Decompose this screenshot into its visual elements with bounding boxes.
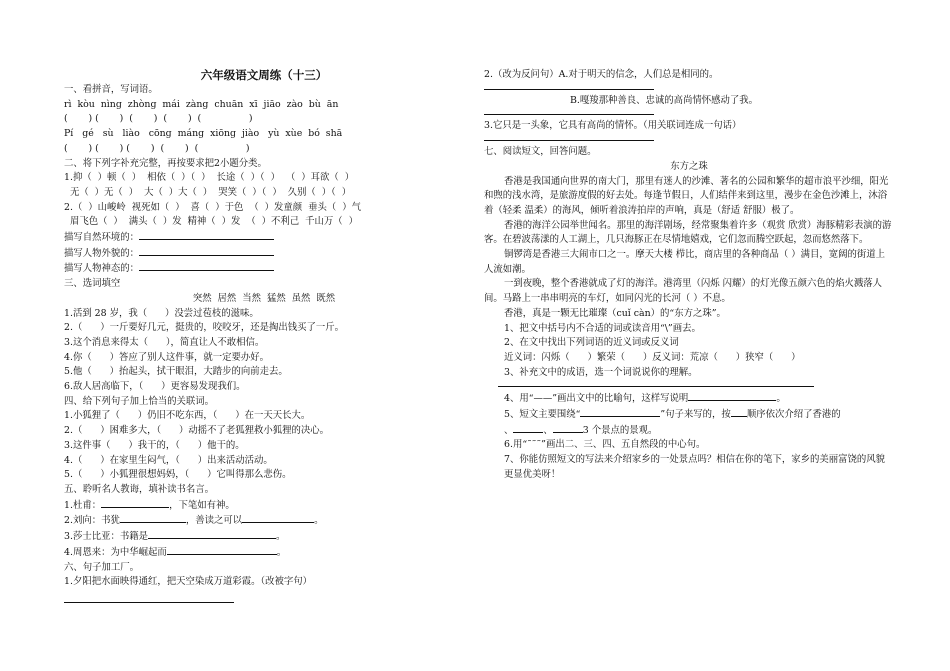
reading-question-4 [484, 391, 894, 407]
word-choice-question[interactable]: 2.（ ）一斤要好几元，挺贵的，咬咬牙，还是掏出钱买了一斤。 [64, 322, 344, 334]
answer-line[interactable] [484, 114, 654, 115]
section-5-heading: 五、聆听名人教诲，填补读书名言。 [64, 483, 215, 495]
synonym-antonym-blanks[interactable]: 近义词：闪烁（ ）繁荣（ ）反义词：荒凉（ ）狭窄（ ） [504, 351, 801, 363]
question-text: 顺序依次介绍了香港的 [746, 409, 841, 421]
classify-appearance [64, 246, 464, 262]
answer-blanks-row-2[interactable]: ( ) ( ) ( ) ( ) ( ) [64, 142, 250, 154]
question-text: 。 [776, 393, 786, 405]
section-2-heading: 二、将下列字补充完整，再按要求把2小题分类。 [64, 157, 267, 169]
answer-line[interactable] [731, 407, 747, 417]
quote-suffix: 。 [276, 546, 287, 558]
answer-blanks-row-1[interactable]: ( ) ( ) ( ) ( ) ( ) [64, 113, 253, 125]
section-1-heading: 一、看拼音，写词语。 [64, 84, 158, 95]
answer-line[interactable] [242, 513, 314, 523]
story-paragraph-1: 香港是我国通向世界的南大门，那里有迷人的沙滩、著名的公园和繁华的超市浪平沙细，阳光和煦的浅水湾，是旅游度假的好去处。每逢节假日，人们结伴来到这里，漫步在金色沙滩上，沐浴着（轻柔 温柔）的海风，倾听着浪涛拍岸的声响，真是（舒适 舒服）极了。 [484, 175, 889, 216]
reading-question-6: 6.用“˜˜˜”画出二、三、四、五自然段的中心句。 [504, 439, 706, 451]
fill-words-row-4[interactable]: 眉飞色（ ） 满头（ ）发 精神（ ）发 （ ）不利己 千山万（ ） [64, 216, 358, 228]
quote-suffix: ，下笔如有神。 [169, 499, 235, 511]
story-title: 东方之珠 [670, 160, 708, 172]
answer-line[interactable] [139, 230, 274, 240]
word-bank: 突然 居然 当然 猛然 虽然 既然 [192, 292, 336, 304]
answer-line[interactable] [688, 391, 776, 401]
answer-line[interactable] [120, 513, 186, 523]
classify-expression-label: 描写人物神态的： [64, 263, 140, 275]
question-text: ”句子来写的，按 [660, 409, 731, 421]
reading-question-2: 2、在文中找出下列词语的近义词或反义词 [504, 337, 679, 349]
quote-prefix: 4.周恩来：为中华崛起而 [64, 546, 167, 558]
quote-prefix: 1.杜甫： [64, 499, 102, 511]
section-3-heading: 三、选词填空 [64, 278, 121, 290]
reading-question-7: 7、你能仿照短文的写法来介绍家乡的一处景点吗？相信在你的笔下，家乡的美丽富饶的风貌更显优美呀！ [504, 454, 885, 480]
classify-appearance-label: 描写人物外貌的： [64, 247, 140, 259]
conjunction-question[interactable]: 1.小狐狸了（ ）仍旧不吃东西，（ ）在一天天长大。 [64, 410, 311, 422]
section-7-heading: 七、阅读短文，回答问题。 [484, 146, 597, 158]
question-text: 4、用“——”画出文中的比喻句，这样写说明 [504, 393, 689, 405]
answer-line[interactable] [148, 529, 276, 539]
word-choice-question[interactable]: 1.活到 28 岁，我（ ）没尝过苞枝的滋味。 [64, 307, 259, 319]
rhetorical-question-a: 2.（改为反问句）A.对于明天的信念，人们总是相同的。 [484, 69, 719, 80]
conjunction-question[interactable]: 3.这件事（ ）我干的，（ ）他干的。 [64, 439, 245, 451]
answer-line[interactable] [513, 423, 543, 433]
question-text: 、 [504, 424, 514, 436]
answer-line[interactable] [139, 246, 274, 256]
fill-words-row-2[interactable]: 无（ ）无（ ） 大（ ）大（ ） 哭笑（ ）（ ） 久别（ ）（ ） [64, 186, 352, 198]
left-column [64, 68, 464, 607]
answer-line[interactable] [64, 602, 234, 603]
answer-line[interactable] [167, 545, 277, 555]
rhetorical-question-b: B.嘎羧那种善良、忠诚的高尚情怀感动了我。 [570, 94, 758, 106]
word-choice-question[interactable]: 6.敌人居高临下，（ ）更容易发现我们。 [64, 381, 246, 393]
story-paragraph-2: 香港的海洋公园举世闻名。那里的海洋剧场，经常聚集着许多（观赏 欣赏）海豚精彩表演的游客。在碧波荡漾的人工湖上，几只海豚正在尽情地嬉戏，它们忽而腾空跃起，忽而悠然落下。 [484, 219, 892, 246]
word-choice-question[interactable]: 3.这个消息来得太（ ），简直让人不敢相信。 [64, 336, 265, 348]
quote-du-fu [64, 498, 464, 514]
answer-line[interactable] [101, 498, 169, 508]
quote-suffix: 。 [314, 515, 324, 527]
sentence-rewrite-question: 1.夕阳把水面映得通红，把天空染成万道彩霞。（改被字句） [64, 576, 313, 588]
word-choice-question[interactable]: 4.你（ ）答应了别人这件事，就一定要办好。 [64, 351, 269, 363]
quote-middle: ，善读之可以 [185, 515, 243, 527]
conjunction-combine-question: 3.它只是一头象，它具有高尚的情怀。（用关联词连成一句话） [484, 120, 742, 132]
question-text: 5、短文主要围绕“ [504, 409, 581, 421]
quote-prefix: 2.刘向：书犹 [64, 515, 120, 527]
answer-line[interactable] [553, 423, 583, 433]
reading-question-1: 1、把文中括号内不合适的词或读音用“\”画去。 [504, 322, 701, 334]
fill-words-row-1[interactable]: 1.抑（ ）顿（ ） 相依（ ）（ ） 长途（ ）（ ） （ ）耳欲（ ） [64, 172, 355, 184]
classify-expression [64, 261, 464, 277]
story-paragraph-4: 一到夜晚，整个香港就成了灯的海洋。港湾里（闪烁 闪耀）的灯光像五颜六色的焰火溅落人间。马路上一串串明亮的车灯，如同闪光的长河（ ）不息。 [484, 278, 882, 305]
conjunction-question[interactable]: 5.（ ）小狐狸很想妈妈，（ ）它叫得那么悲伤。 [64, 469, 292, 481]
fill-words-row-3[interactable]: 2.（ ）山峻岭 视死如（ ） 喜（ ）于色 （ ）发童颜 垂头（ ）气 [64, 201, 361, 213]
pinyin-row-1: rì kòu nìng zhòng mái zàng chuān xī jiāo zào bù ān [64, 98, 339, 110]
reading-question-5 [484, 407, 894, 423]
section-4-heading: 四、给下列句子加上恰当的关联词。 [64, 395, 215, 407]
reading-question-3: 3、补充文中的成语，选一个词说说你的理解。 [504, 366, 698, 378]
quote-suffix: 。 [275, 531, 286, 543]
quote-liu-xiang [64, 513, 464, 529]
story-paragraph-3: 铜锣湾是香港三大闹市口之一。摩天大楼 栉比，商店里的各种商品（ ）满目，宽阔的街道上人流如潮。 [484, 249, 885, 275]
right-column [484, 68, 894, 483]
reading-question-5-continued [484, 423, 894, 439]
story-paragraph-5: 香港，真是一颗无比璀璨（cuǐ càn）的“东方之珠”。 [504, 307, 726, 319]
answer-line[interactable] [484, 140, 654, 141]
conjunction-question[interactable]: 4.（ ）在家里生闷气，（ ）出来活动活动。 [64, 454, 273, 466]
quote-prefix: 3.莎士比亚：书籍是 [64, 531, 148, 543]
classify-environment [64, 230, 464, 246]
classify-environment-label: 描写自然环境的： [64, 232, 140, 244]
question-text: 3 个景点的景观。 [582, 424, 658, 436]
question-text: 、 [543, 424, 553, 436]
conjunction-question[interactable]: 2.（ ）困难多大，（ ）动摇不了老狐狸救小狐狸的决心。 [64, 425, 330, 437]
section-6-heading: 六、句子加工厂。 [64, 561, 140, 573]
word-choice-question[interactable]: 5.他（ ）抬起头，拭干眼泪，大踏步的向前走去。 [64, 366, 288, 378]
quote-zhou-enlai [64, 545, 464, 561]
answer-line[interactable] [139, 261, 274, 271]
answer-line[interactable] [580, 407, 660, 417]
answer-line[interactable] [498, 386, 814, 387]
pinyin-row-2: Pí gé sù liào cōng máng xiōng jiào yù xùe bó shā [64, 128, 343, 140]
page-title: 六年级语文周练（十三） [200, 68, 328, 82]
quote-shakespeare [64, 529, 464, 545]
answer-line[interactable] [484, 89, 654, 90]
